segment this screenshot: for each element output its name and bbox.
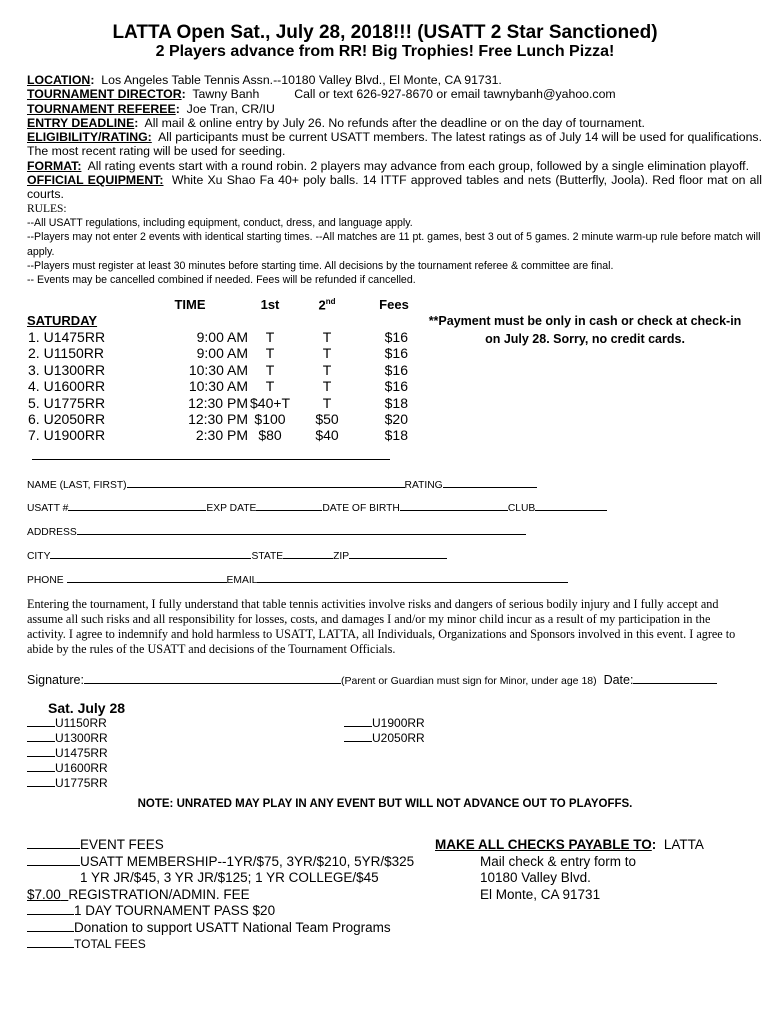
saturday-heading: SATURDAY: [27, 313, 98, 328]
location-value: Los Angeles Table Tennis Assn.--10180 Valley Blvd., El Monte, CA 91731.: [101, 73, 502, 87]
schedule-header: [0, 297, 430, 313]
event-time: 12:30 PM: [188, 411, 248, 427]
event-number: 6.: [28, 411, 40, 427]
zip-field[interactable]: [349, 548, 447, 559]
event-second-prize: T: [322, 329, 332, 345]
event-second-prize: $50: [315, 411, 339, 427]
event-first-prize: T: [265, 345, 275, 362]
event-fees-field[interactable]: [27, 838, 80, 849]
city-row: [27, 548, 447, 562]
membership-row: USATT MEMBERSHIP--1YR/$75, 3YR/$210, 5YR/$325: [27, 854, 414, 871]
email-label: EMAIL: [226, 575, 258, 586]
event-first-prize: T: [265, 378, 275, 395]
event-fee: $16: [384, 378, 408, 395]
total-row: TOTAL FEES: [27, 936, 414, 953]
event-number: 4.: [28, 378, 40, 395]
checks-heading-row: MAKE ALL CHECKS PAYABLE TO: LATTA: [435, 837, 704, 852]
event-name: 6. U2050RR: [28, 411, 106, 427]
equipment-row: [27, 173, 762, 202]
event-fees-row: EVENT FEES: [27, 837, 414, 854]
eligibility-label: ELIGIBILITY/RATING:: [27, 130, 152, 145]
address-field[interactable]: [77, 524, 526, 535]
referee-value: Joe Tran, CR/IU: [186, 101, 275, 116]
usatt-label: USATT #: [27, 503, 69, 514]
signature-field[interactable]: [84, 671, 341, 684]
referee-label: TOURNAMENT REFEREE: [27, 101, 176, 116]
event-fee: $16: [384, 345, 408, 362]
entry-item[interactable]: U1150RR: [27, 716, 108, 731]
entry-item[interactable]: U1775RR: [27, 776, 108, 791]
format-label: FORMAT:: [27, 158, 82, 173]
membership-row-2: 1 YR JR/$45, 3 YR JR/$125; 1 YR COLLEGE/$45: [80, 870, 379, 885]
event-name: 2. U1150RR: [28, 345, 105, 362]
event-first-prize: $40+T: [250, 394, 291, 411]
event-name: 3. U1300RR: [28, 361, 106, 378]
location-label: LOCATION: [27, 73, 91, 87]
entry-heading: Sat. July 28: [48, 700, 126, 716]
city-field[interactable]: [50, 548, 251, 559]
rule-item: --Players must register at least 30 minutes before starting time. All decisions by the tournament referee & committee are final.: [27, 259, 614, 272]
address-row: [27, 524, 526, 538]
city-label: CITY: [27, 551, 51, 562]
address-label: ADDRESS: [27, 527, 77, 538]
state-field[interactable]: [283, 548, 333, 559]
director-row: TOURNAMENT DIRECTOR: Tawny Banh Call or text 626-927-8670 or email tawnybanh@yahoo.com: [27, 87, 616, 102]
name-field[interactable]: [127, 477, 355, 488]
usatt-field[interactable]: [68, 500, 206, 511]
eligibility-value: All participants must be current USATT members. The latest ratings as of July 14 will be used for qualifications. The most recent rating will be used for seeding.: [27, 130, 763, 159]
signature-label: Signature:: [27, 673, 84, 687]
second-header: 2nd: [318, 297, 336, 313]
name-label: NAME (LAST, FIRST): [27, 480, 127, 491]
entry-item[interactable]: U2050RR: [344, 731, 425, 746]
event-number: 2.: [28, 345, 40, 362]
rules-heading: RULES:: [27, 202, 67, 215]
state-label: STATE: [251, 551, 284, 562]
format-row: [27, 159, 762, 173]
rating-field[interactable]: [443, 477, 537, 488]
director-contact: Call or text 626-927-8670 or email tawnybanh@yahoo.com: [294, 87, 616, 102]
email-field[interactable]: [257, 572, 568, 583]
donation-field[interactable]: [27, 921, 74, 932]
fees-section: [27, 837, 414, 953]
deadline-label: ENTRY DEADLINE: [27, 115, 135, 130]
equipment-label: OFFICIAL EQUIPMENT:: [27, 173, 164, 188]
event-first-prize: $80: [258, 427, 282, 444]
unrated-note: NOTE: UNRATED MAY PLAY IN ANY EVENT BUT WILL NOT ADVANCE OUT TO PLAYOFFS.: [137, 798, 633, 810]
registration-row: $7.00 REGISTRATION/ADMIN. FEE: [27, 886, 250, 902]
phone-field[interactable]: [67, 572, 227, 583]
eligibility-row: [27, 130, 762, 159]
entry-list-right: [344, 716, 425, 746]
dob-field[interactable]: [400, 500, 508, 511]
event-time: 10:30 AM: [188, 378, 248, 395]
director-label: TOURNAMENT DIRECTOR: [27, 87, 182, 102]
parent-note: (Parent or Guardian must sign for Minor, under age 18): [340, 675, 597, 687]
director-value: Tawny Banh: [192, 87, 260, 102]
event-first-prize: T: [265, 361, 275, 378]
day-pass-field[interactable]: [27, 904, 74, 915]
event-number: 3.: [28, 361, 40, 378]
schedule-table: [0, 297, 430, 457]
date-label: Date:: [603, 673, 634, 687]
event-fee: $16: [384, 329, 408, 345]
event-time: 9:00 AM: [196, 345, 248, 362]
event-second-prize: T: [322, 361, 332, 378]
event-time: 9:00 AM: [196, 329, 248, 345]
page-title: LATTA Open Sat., July 28, 2018!!! (USATT 2 Star Sanctioned): [112, 22, 658, 43]
event-name: 7. U1900RR: [28, 427, 106, 444]
schedule-divider: [32, 459, 390, 460]
phone-row: [27, 572, 568, 586]
rules-list: [27, 216, 762, 287]
entry-list-left: [27, 716, 108, 791]
event-first-prize: T: [265, 329, 275, 345]
exp-field[interactable]: [256, 500, 322, 511]
entry-item[interactable]: U1475RR: [27, 746, 108, 761]
event-row: [0, 411, 430, 427]
event-row: [0, 362, 430, 378]
event-row: [0, 427, 430, 443]
format-value: All rating events start with a round robin. 2 players may advance from each group, followed by a single elimination playoff.: [87, 158, 750, 173]
event-fee: $18: [384, 394, 408, 411]
equipment-value: White Xu Shao Fa 40+ poly balls. 14 ITTF approved tables and nets (Butterfly, Joola). Red floor mat on all courts.: [27, 173, 762, 202]
event-fee: $16: [384, 361, 408, 378]
referee-row: TOURNAMENT REFEREE: Joe Tran, CR/IU: [27, 101, 275, 116]
signature-row: [27, 671, 717, 687]
tournament-info: [27, 73, 762, 287]
total-field[interactable]: [27, 937, 74, 948]
event-second-prize: T: [322, 345, 332, 362]
checks-payee: LATTA: [663, 837, 704, 852]
dob-label: DATE OF BIRTH: [322, 503, 400, 514]
event-second-prize: T: [322, 394, 332, 411]
registration-amount: $7.00: [27, 886, 61, 902]
club-field[interactable]: [535, 500, 607, 511]
event-row: [0, 345, 430, 361]
rating-label: RATING: [404, 480, 443, 491]
event-name: 1. U1475RR: [28, 329, 106, 345]
time-header: TIME: [174, 297, 206, 312]
usatt-row: [27, 500, 607, 514]
location-row: LOCATION: Los Angeles Table Tennis Assn.--10180 Valley Blvd., El Monte, CA 91731.: [27, 73, 502, 87]
page-subtitle: 2 Players advance from RR! Big Trophies! Free Lunch Pizza!: [155, 43, 615, 60]
exp-label: EXP DATE: [206, 503, 257, 514]
entry-item[interactable]: U1600RR: [27, 761, 108, 776]
event-second-prize: T: [322, 378, 332, 395]
event-name: 5. U1775RR: [28, 394, 106, 411]
payment-note: **Payment must be only in cash or check at check-in on July 28. Sorry, no credit cards.: [428, 314, 742, 346]
zip-label: ZIP: [333, 551, 350, 562]
event-number: 7.: [28, 427, 40, 444]
event-time: 12:30 PM: [188, 394, 248, 411]
rule-item: --All USATT regulations, including equipment, conduct, dress, and language apply.: [27, 216, 413, 229]
event-row: [0, 395, 430, 411]
name-row: [27, 477, 537, 491]
fees-header: Fees: [379, 297, 409, 312]
deadline-value: All mail & online entry by July 26. No refunds after the deadline or on the day of tournament.: [144, 115, 645, 130]
rule-item: --Players may not enter 2 events with identical starting times. --All matches are 11 pt. games, best 3 out of 5 games. 2 minute warm-up rule before match will apply.: [27, 231, 761, 258]
event-fee: $18: [384, 427, 408, 444]
event-row: [0, 378, 430, 394]
entry-item[interactable]: U1900RR: [344, 716, 425, 731]
mail-line-1: Mail check & entry form to: [480, 853, 637, 869]
mail-line-3: El Monte, CA 91731: [480, 886, 601, 902]
membership-field[interactable]: [27, 855, 80, 866]
entry-item[interactable]: U1300RR: [27, 731, 108, 746]
event-name: 4. U1600RR: [28, 378, 106, 395]
event-second-prize: $40: [315, 427, 339, 444]
day-pass-row: 1 DAY TOURNAMENT PASS $20: [27, 903, 414, 920]
rule-item: -- Events may be cancelled combined if needed. Fees will be refunded if cancelled.: [27, 274, 416, 287]
club-label: CLUB: [507, 503, 536, 514]
event-fee: $20: [384, 411, 408, 427]
first-header: 1st: [260, 297, 280, 312]
donation-row: Donation to support USATT National Team Programs: [27, 920, 414, 937]
mail-line-2: 10180 Valley Blvd.: [480, 870, 591, 885]
date-field[interactable]: [633, 671, 717, 684]
event-number: 1.: [28, 329, 40, 345]
checks-section: [435, 837, 704, 903]
waiver-text: Entering the tournament, I fully understand that table tennis activities involve risks and dangers of serious bodily injury and I fully accept and assume all such risks and all responsibility for losses, costs, and damages I and/or my minor child incur as a result of my participation in the activity. I agree to indemnify and hold harmless to USATT, LATTA, all Individuals, Organizations and Sponsors involved in this event. I agree to abide by the rules of the USATT and decisions of the Tournament Officials.: [27, 597, 736, 656]
checks-heading: MAKE ALL CHECKS PAYABLE TO: [435, 837, 652, 852]
event-number: 5.: [28, 394, 40, 411]
phone-label: PHONE: [27, 575, 64, 586]
name-field-gap[interactable]: [355, 477, 405, 488]
event-time: 2:30 PM: [195, 427, 248, 444]
event-time: 10:30 AM: [188, 361, 248, 378]
deadline-row: ENTRY DEADLINE: All mail & online entry by July 26. No refunds after the deadline or on the day of tournament.: [27, 115, 645, 130]
event-row: [0, 329, 430, 345]
event-first-prize: $100: [254, 411, 286, 427]
